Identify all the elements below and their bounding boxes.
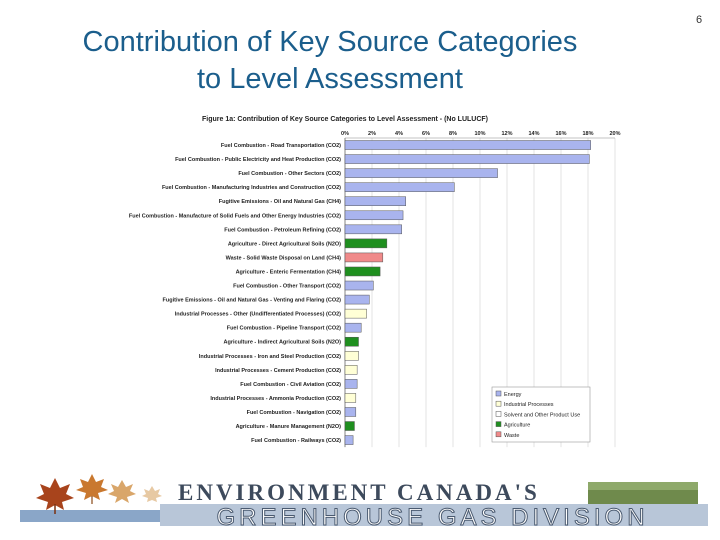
bar bbox=[345, 337, 359, 346]
legend-label: Energy bbox=[504, 392, 522, 398]
legend-label: Solvent and Other Product Use bbox=[504, 412, 581, 419]
legend-swatch bbox=[496, 411, 501, 416]
y-tick-label: Industrial Processes - Other (Undifferentiated Processes) (CO2) bbox=[174, 311, 341, 318]
footer-banner bbox=[0, 470, 720, 540]
bar bbox=[345, 323, 361, 332]
maple-leaf-icon-3 bbox=[108, 480, 136, 503]
bar bbox=[345, 183, 454, 192]
y-tick-label: Fuel Combustion - Petroleum Refining (CO2) bbox=[224, 227, 341, 234]
legend-swatch bbox=[496, 401, 501, 406]
x-tick-label: 8% bbox=[449, 131, 457, 137]
y-tick-label: Fuel Combustion - Manufacturing Industries and Construction (CO2) bbox=[161, 185, 341, 192]
y-tick-label: Fuel Combustion - Pipeline Transport (CO2) bbox=[226, 325, 341, 332]
maple-leaf-icon-2 bbox=[76, 474, 108, 504]
y-tick-label: Fuel Combustion - Road Transportation (CO2) bbox=[220, 143, 341, 150]
y-tick-label: Industrial Processes - Ammonia Production (CO2) bbox=[210, 395, 341, 402]
y-tick-label: Fuel Combustion - Other Sectors (CO2) bbox=[238, 171, 341, 178]
x-tick-label: 6% bbox=[422, 131, 430, 137]
footer-org-name: ENVIRONMENT CANADA'S bbox=[178, 480, 540, 505]
y-tick-label: Agriculture - Direct Agricultural Soils (N2O) bbox=[227, 241, 341, 248]
y-tick-label: Fuel Combustion - Civil Aviation (CO2) bbox=[240, 381, 341, 388]
y-tick-label: Fuel Combustion - Other Transport (CO2) bbox=[233, 283, 341, 290]
legend-label: Industrial Processes bbox=[504, 402, 554, 409]
bar bbox=[345, 365, 357, 374]
legend-swatch bbox=[496, 422, 501, 427]
forest-image-highlight bbox=[588, 482, 698, 490]
x-tick-label: 14% bbox=[528, 131, 540, 137]
y-tick-label: Fugitive Emissions - Oil and Natural Gas (CH4) bbox=[218, 199, 341, 206]
bar bbox=[345, 141, 591, 150]
x-tick-label: 0% bbox=[341, 131, 349, 137]
x-tick-label: 4% bbox=[395, 131, 403, 137]
x-tick-label: 2% bbox=[368, 131, 376, 137]
bar bbox=[345, 253, 383, 262]
bar bbox=[345, 407, 356, 416]
bar-chart bbox=[100, 108, 630, 458]
x-tick-label: 18% bbox=[582, 131, 594, 137]
legend-swatch bbox=[496, 391, 501, 396]
bar bbox=[345, 281, 373, 290]
y-tick-label: Industrial Processes - Iron and Steel Production (CO2) bbox=[198, 353, 341, 360]
legend-label: Agriculture bbox=[504, 422, 531, 429]
bar bbox=[345, 393, 356, 402]
legend-label: Waste bbox=[504, 432, 520, 439]
y-tick-label: Agriculture - Enteric Fermentation (CH4) bbox=[235, 269, 341, 276]
y-tick-label: Waste - Solid Waste Disposal on Land (CH4) bbox=[225, 255, 341, 262]
x-tick-label: 12% bbox=[501, 131, 513, 137]
bar bbox=[345, 155, 589, 164]
y-tick-label: Fugitive Emissions - Oil and Natural Gas - Venting and Flaring (CO2) bbox=[162, 297, 341, 304]
maple-leaf-icon-4 bbox=[142, 486, 162, 502]
x-tick-label: 16% bbox=[555, 131, 567, 137]
y-tick-label: Agriculture - Indirect Agricultural Soils (N2O) bbox=[223, 339, 341, 346]
bar bbox=[345, 225, 402, 234]
slide-title-line2: to Level Assessment bbox=[197, 63, 463, 95]
bar bbox=[345, 239, 387, 248]
bar bbox=[345, 379, 357, 388]
bar bbox=[345, 169, 498, 178]
y-tick-label: Industrial Processes - Cement Production (CO2) bbox=[215, 367, 341, 374]
bar bbox=[345, 211, 403, 220]
slide-title-line1: Contribution of Key Source Categories bbox=[82, 26, 578, 58]
x-tick-label: 20% bbox=[609, 131, 621, 137]
legend-swatch bbox=[496, 432, 501, 437]
bar bbox=[345, 422, 354, 431]
bar bbox=[345, 309, 367, 318]
y-tick-label: Fuel Combustion - Navigation (CO2) bbox=[246, 409, 341, 416]
bar bbox=[345, 351, 359, 360]
bar bbox=[345, 295, 369, 304]
bar bbox=[345, 436, 353, 445]
y-tick-label: Fuel Combustion - Manufacture of Solid Fuels and Other Energy Industries (CO2) bbox=[128, 213, 341, 220]
x-tick-label: 10% bbox=[474, 131, 486, 137]
footer-division-name: GREENHOUSE GAS DIVISION bbox=[216, 504, 649, 531]
y-tick-label: Agriculture - Manure Management (N2O) bbox=[235, 424, 341, 431]
bar bbox=[345, 197, 406, 206]
maple-leaf-icon bbox=[36, 478, 74, 514]
bar bbox=[345, 267, 380, 276]
y-tick-label: Fuel Combustion - Railways (CO2) bbox=[251, 438, 341, 445]
slide-title bbox=[20, 24, 640, 98]
chart-title: Figure 1a: Contribution of Key Source Categories to Level Assessment - (No LULUCF) bbox=[202, 116, 488, 123]
footer-stripe-left bbox=[20, 510, 160, 522]
chart-svg bbox=[100, 108, 630, 458]
page-number: 6 bbox=[696, 14, 703, 26]
y-tick-label: Fuel Combustion - Public Electricity and Heat Production (CO2) bbox=[175, 157, 341, 164]
